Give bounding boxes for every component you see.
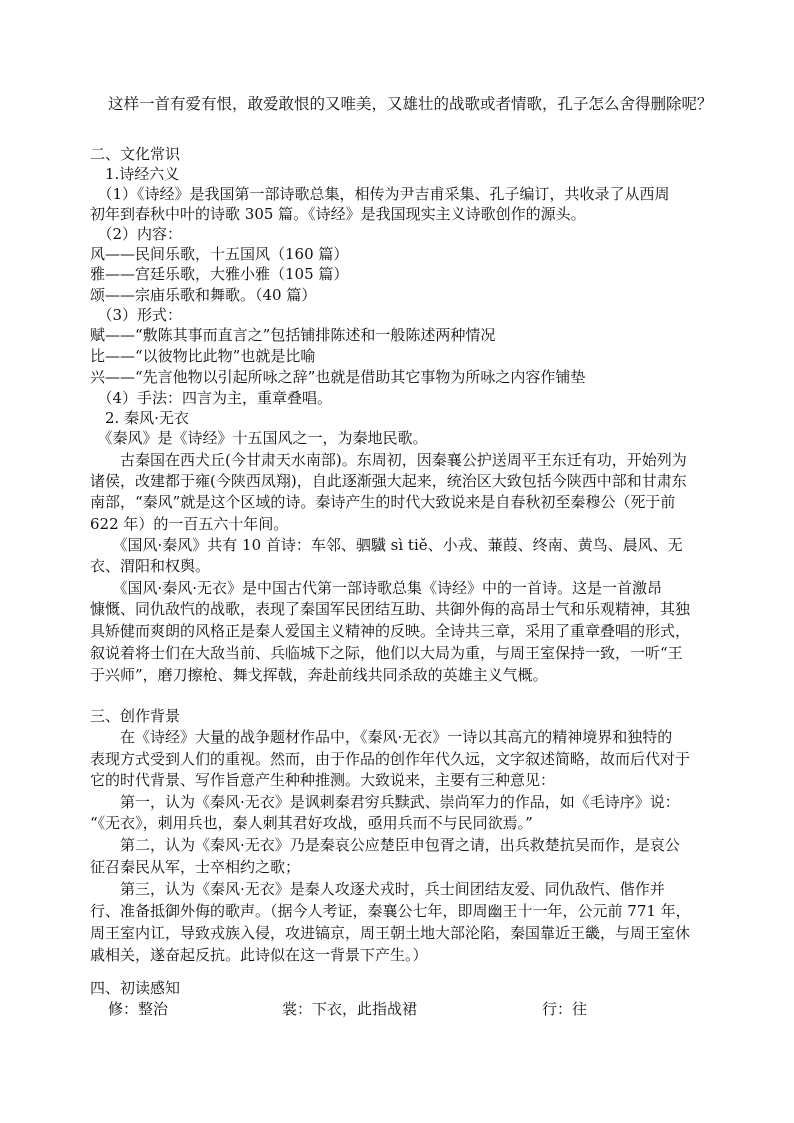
text-line: 征召秦民从军，士卒相约之歌； bbox=[90, 858, 301, 876]
text-line: 2. 秦风·无衣 bbox=[90, 409, 189, 427]
text-line: 《国风·秦风》共有 10 首诗：车邻、驷驖 sì tiě、小戎、蒹葭、终南、黄鸟、晨风、无 bbox=[90, 536, 683, 554]
text-line: 《国风·秦风·无衣》是中国古代第一部诗歌总集《诗经》中的一首诗。这是一首激昂 bbox=[90, 579, 663, 597]
text-line: （1）《诗经》是我国第一部诗歌总集，相传为尹吉甫采集、孔子编订，共收录了从西周 bbox=[90, 185, 670, 203]
text-line: 南部，“秦风”就是这个区域的诗。秦诗产生的时代大致说来是自春秋初至秦穆公（死于前 bbox=[90, 493, 676, 511]
text-line: （4）手法：四言为主，重章叠唱。 bbox=[90, 389, 333, 407]
text-line: 622 年）的一百五六十年间。 bbox=[90, 515, 289, 533]
text-line: 兴——“先言他物以引起所咏之辞”也就是借助其它事物为所咏之内容作铺垫 bbox=[90, 368, 586, 386]
text-line: 古秦国在西犬丘(今甘肃天水南部)。东周初，因秦襄公护送周平王东迁有功，开始列为 bbox=[90, 451, 687, 469]
text-line: 诸侯，改建都于雍(今陕西凤翔)，自此逐渐强大起来，统治区大致包括今陕西中部和甘肃东 bbox=[90, 472, 687, 490]
text-line: 慷慨、同仇敌忾的战歌，表现了秦国军民团结互助、共御外侮的高昂士气和乐观精神，其独 bbox=[90, 600, 691, 618]
text-line: 颂——宗庙乐歌和舞歌。（40 篇） bbox=[90, 286, 317, 304]
text-line: 赋——“敷陈其事而直言之”包括铺排陈述和一般陈述两种情况 bbox=[90, 326, 496, 344]
text-line: 雅——宫廷乐歌，大雅小雅（105 篇） bbox=[90, 265, 349, 283]
text-line: 风——民间乐歌，十五国风（160 篇） bbox=[90, 245, 349, 263]
gloss-item: 修：整治 bbox=[108, 1000, 169, 1018]
text-line: 于兴师”，磨刀擦枪、舞戈挥戟，奔赴前线共同杀敌的英雄主义气概。 bbox=[90, 666, 548, 684]
text-line: 1.诗经六义 bbox=[90, 165, 180, 183]
section-heading-reading: 四、初读感知 bbox=[90, 979, 181, 997]
text-line: 戚相关，遂奋起反抗。此诗似在这一背景下产生。） bbox=[90, 946, 428, 964]
text-line: 第二，认为《秦风·无衣》乃是秦哀公应楚臣申包胥之请，出兵救楚抗吴而作，是哀公 bbox=[90, 836, 680, 854]
text-line: （2）内容： bbox=[90, 225, 183, 243]
text-line: 表现方式受到人们的重视。然而，由于作品的创作年代久远，文字叙述简略，故而后代对于 bbox=[90, 750, 691, 768]
text-line: 初年到春秋中叶的诗歌 305 篇。《诗经》是我国现实主义诗歌创作的源头。 bbox=[90, 205, 586, 223]
text-line: 第三，认为《秦风·无衣》是秦人攻逐犬戎时，兵士间团结友爱、同仇敌忾、偕作并 bbox=[90, 880, 665, 898]
gloss-item: 裳：下衣，此指战裙 bbox=[282, 1000, 418, 1018]
intro-line: 这样一首有爱有恨，敢爱敢恨的又唯美，又雄壮的战歌或者情歌，孔子怎么舍得删除呢？ bbox=[108, 95, 713, 113]
section-heading-background: 三、创作背景 bbox=[90, 707, 181, 725]
text-line: “《无衣》，刺用兵也，秦人刺其君好攻战，亟用兵而不与民同欲焉。” bbox=[90, 814, 533, 832]
text-line: 比——“以彼物比此物”也就是比喻 bbox=[90, 347, 316, 365]
text-line: 周王室内讧，导致戎族入侵，攻进镐京，周王朝土地大部沦陷，秦国靠近王畿，与周王室休 bbox=[90, 924, 691, 942]
section-heading-culture: 二、文化常识 bbox=[90, 145, 181, 163]
text-line: 衣、渭阳和权舆。 bbox=[90, 557, 211, 575]
text-line: 行、准备抵御外侮的歌声。（据今人考证，秦襄公七年，即周幽王十一年，公元前 771 年， bbox=[90, 902, 691, 920]
gloss-item: 行：往 bbox=[542, 1000, 588, 1018]
text-line: 叙说着将士们在大敌当前、兵临城下之际，他们以大局为重，与周王室保持一致，一听“王 bbox=[90, 644, 683, 662]
text-line: 它的时代背景、写作旨意产生种种推测。大致说来，主要有三种意见： bbox=[90, 771, 556, 789]
text-line: 第一，认为《秦风·无衣》是讽刺秦君穷兵黩武、崇尚军力的作品，如《毛诗序》说： bbox=[90, 793, 680, 811]
text-line: 在《诗经》大量的战争题材作品中，《秦风·无衣》一诗以其高亢的精神境界和独特的 bbox=[90, 728, 673, 746]
text-line: （3）形式： bbox=[90, 306, 183, 324]
text-line: 具矫健而爽朗的风格正是秦人爱国主义精神的反映。全诗共三章，采用了重章叠唱的形式， bbox=[90, 622, 691, 640]
text-line: 《秦风》是《诗经》十五国风之一，为秦地民歌。 bbox=[90, 429, 428, 447]
